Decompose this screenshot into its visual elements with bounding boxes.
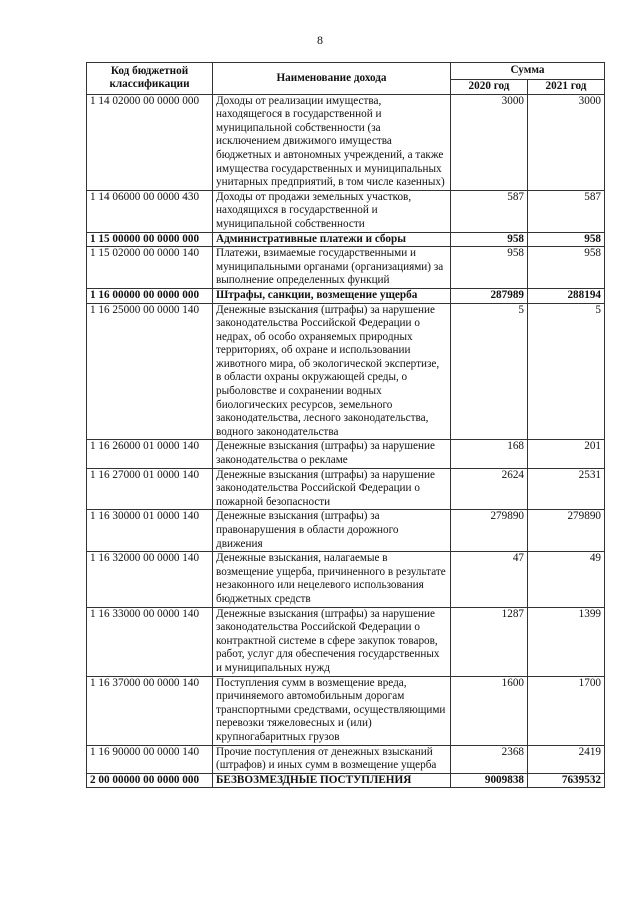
cell-amount-2021: 7639532 xyxy=(528,773,605,788)
cell-name: Денежные взыскания (штрафы) за нарушение законодательства Российской Федерации о контрактной системе в сфере закупок товаров, работ, услуг для обеспечения государственных и муниципальных нужд xyxy=(213,607,451,676)
cell-amount-2021: 49 xyxy=(528,552,605,607)
table-row xyxy=(87,510,605,552)
cell-amount-2020: 5 xyxy=(451,303,528,440)
page-number: 8 xyxy=(317,33,323,47)
cell-code: 1 16 26000 01 0000 140 xyxy=(87,440,213,468)
table-row xyxy=(87,232,605,247)
cell-code: 1 14 02000 00 0000 000 xyxy=(87,94,213,190)
cell-amount-2021: 2531 xyxy=(528,468,605,510)
cell-name: Денежные взыскания, налагаемые в возмещение ущерба, причиненного в результате незаконного или нецелевого использования бюджетных средств xyxy=(213,552,451,607)
cell-code: 1 15 02000 00 0000 140 xyxy=(87,247,213,289)
header-sum: Сумма xyxy=(451,63,605,80)
table-row xyxy=(87,468,605,510)
header-name: Наименование дохода xyxy=(213,63,451,95)
cell-code: 1 14 06000 00 0000 430 xyxy=(87,190,213,232)
cell-amount-2020: 1287 xyxy=(451,607,528,676)
cell-amount-2020: 168 xyxy=(451,440,528,468)
cell-code: 1 16 33000 00 0000 140 xyxy=(87,607,213,676)
cell-amount-2021: 279890 xyxy=(528,510,605,552)
cell-name: БЕЗВОЗМЕЗДНЫЕ ПОСТУПЛЕНИЯ xyxy=(213,773,451,788)
table-row xyxy=(87,607,605,676)
table-row xyxy=(87,94,605,190)
table-row xyxy=(87,303,605,440)
cell-code: 1 16 30000 01 0000 140 xyxy=(87,510,213,552)
table-header xyxy=(87,63,605,95)
cell-amount-2020: 287989 xyxy=(451,288,528,303)
header-code: Код бюджетной классификации xyxy=(87,63,213,95)
cell-amount-2021: 288194 xyxy=(528,288,605,303)
header-year-2020: 2020 год xyxy=(451,80,528,95)
cell-amount-2020: 47 xyxy=(451,552,528,607)
table-body xyxy=(87,94,605,788)
table-row xyxy=(87,773,605,788)
cell-code: 1 16 00000 00 0000 000 xyxy=(87,288,213,303)
cell-code: 1 16 90000 00 0000 140 xyxy=(87,745,213,773)
header-year-2021: 2021 год xyxy=(528,80,605,95)
cell-code: 1 16 25000 00 0000 140 xyxy=(87,303,213,440)
table-row xyxy=(87,247,605,289)
cell-amount-2021: 958 xyxy=(528,247,605,289)
cell-amount-2021: 2419 xyxy=(528,745,605,773)
cell-name: Доходы от продажи земельных участков, находящихся в государственной и муниципальной собственности xyxy=(213,190,451,232)
cell-amount-2020: 2368 xyxy=(451,745,528,773)
cell-code: 2 00 00000 00 0000 000 xyxy=(87,773,213,788)
cell-amount-2021: 587 xyxy=(528,190,605,232)
table-row xyxy=(87,440,605,468)
cell-amount-2021: 1700 xyxy=(528,676,605,745)
table-row xyxy=(87,288,605,303)
cell-amount-2021: 958 xyxy=(528,232,605,247)
cell-amount-2020: 3000 xyxy=(451,94,528,190)
cell-amount-2020: 9009838 xyxy=(451,773,528,788)
cell-name: Прочие поступления от денежных взысканий (штрафов) и иных сумм в возмещение ущерба xyxy=(213,745,451,773)
cell-name: Денежные взыскания (штрафы) за нарушение законодательства о рекламе xyxy=(213,440,451,468)
cell-amount-2020: 958 xyxy=(451,247,528,289)
cell-amount-2021: 5 xyxy=(528,303,605,440)
cell-name: Поступления сумм в возмещение вреда, причиняемого автомобильным дорогам транспортными средствами, осуществляющими перевозки тяжеловесных и (или) крупногабаритных грузов xyxy=(213,676,451,745)
cell-code: 1 15 00000 00 0000 000 xyxy=(87,232,213,247)
cell-code: 1 16 32000 00 0000 140 xyxy=(87,552,213,607)
cell-name: Денежные взыскания (штрафы) за правонарушения в области дорожного движения xyxy=(213,510,451,552)
cell-name: Денежные взыскания (штрафы) за нарушение законодательства Российской Федерации о недрах, об особо охраняемых природных территориях, об охране и использовании животного мира, об экологической экспертизе, в области охраны окружающей среды, о рыболовстве и сохранении водных биологических ресурсов, земельного законодательства, лесного законодательства, водного законодательства xyxy=(213,303,451,440)
table-row xyxy=(87,552,605,607)
cell-name: Административные платежи и сборы xyxy=(213,232,451,247)
cell-amount-2020: 2624 xyxy=(451,468,528,510)
table-row xyxy=(87,190,605,232)
cell-amount-2021: 201 xyxy=(528,440,605,468)
cell-name: Платежи, взимаемые государственными и муниципальными органами (организациями) за выполнение определенных функций xyxy=(213,247,451,289)
cell-amount-2020: 958 xyxy=(451,232,528,247)
cell-amount-2020: 1600 xyxy=(451,676,528,745)
table-row xyxy=(87,745,605,773)
cell-name: Штрафы, санкции, возмещение ущерба xyxy=(213,288,451,303)
cell-amount-2020: 587 xyxy=(451,190,528,232)
cell-amount-2021: 3000 xyxy=(528,94,605,190)
revenue-table xyxy=(86,62,605,788)
cell-amount-2020: 279890 xyxy=(451,510,528,552)
cell-code: 1 16 27000 01 0000 140 xyxy=(87,468,213,510)
cell-amount-2021: 1399 xyxy=(528,607,605,676)
table-row xyxy=(87,676,605,745)
cell-name: Доходы от реализации имущества, находящегося в государственной и муниципальной собственности (за исключением движимого имущества бюджетных и автономных учреждений, а также имущества государственных и муниципальных унитарных предприятий, в том числе казенных) xyxy=(213,94,451,190)
cell-code: 1 16 37000 00 0000 140 xyxy=(87,676,213,745)
cell-name: Денежные взыскания (штрафы) за нарушение законодательства Российской Федерации о пожарной безопасности xyxy=(213,468,451,510)
